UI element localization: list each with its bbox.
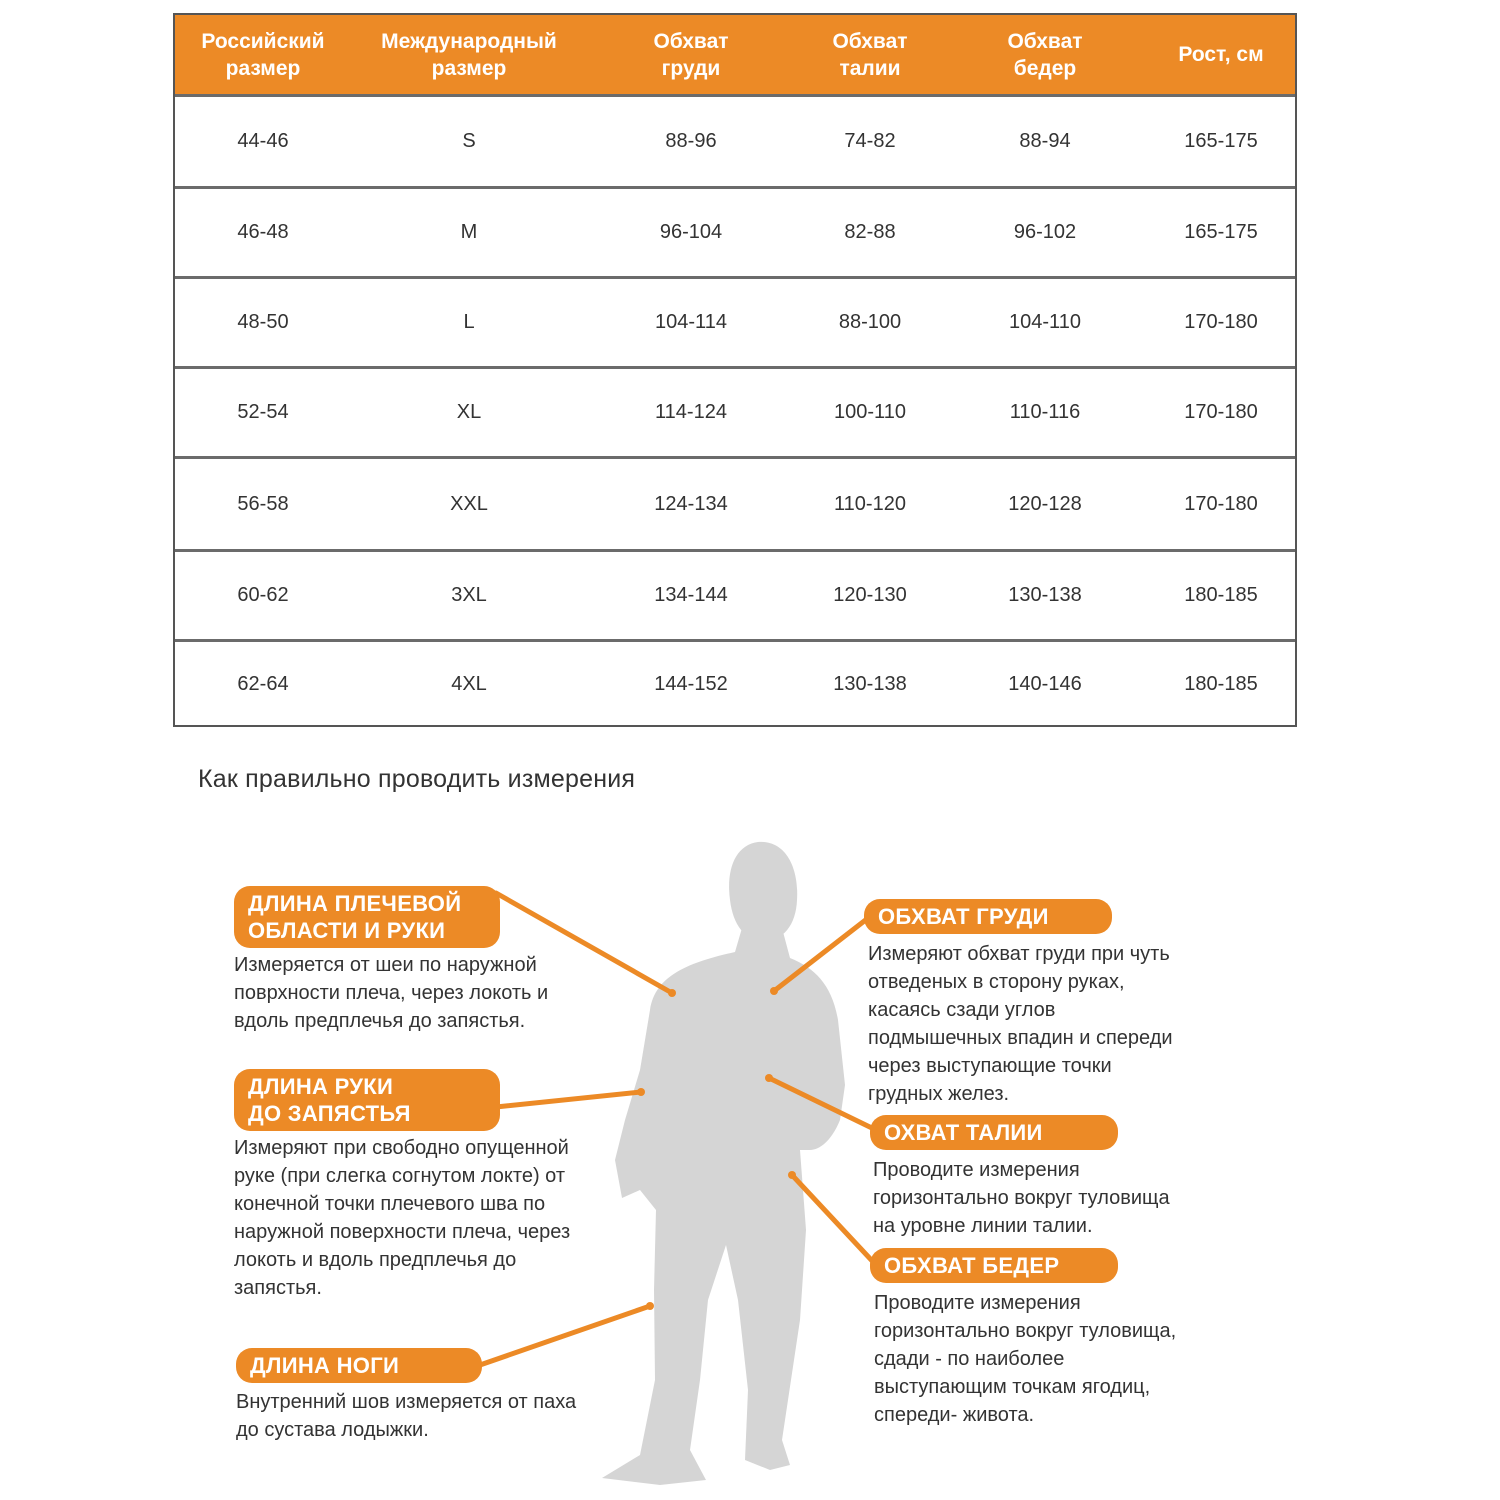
- header-hips: Обхват бедер: [1007, 29, 1083, 80]
- cell-chest: 124-134: [654, 492, 728, 515]
- cell-russian-size: 44-46: [237, 130, 289, 152]
- hips-point: [788, 1171, 796, 1179]
- cell-russian-size: 52-54: [237, 401, 289, 423]
- cell-chest: 88-96: [665, 130, 717, 152]
- leg-description: Внутренний шов измеряется от паха до сустава лодыжки.: [236, 1391, 577, 1441]
- cell-chest: 96-104: [659, 221, 723, 243]
- chest-label: ОБХВАТ ГРУДИ: [864, 899, 1112, 934]
- header-russian-size: Российский размер: [201, 29, 325, 80]
- cell-height: 170-180: [1184, 401, 1258, 423]
- cell-hips: 120-128: [1008, 492, 1082, 515]
- cell-waist: 88-100: [838, 311, 902, 333]
- waist-point: [765, 1074, 773, 1082]
- hips-label: ОБХВАТ БЕДЕР: [870, 1248, 1118, 1283]
- waist-description: Проводите измерения горизонтально вокруг туловища на уровне линии талии.: [873, 1159, 1170, 1237]
- cell-hips: 104-110: [1009, 311, 1081, 333]
- cell-chest: 134-144: [654, 584, 728, 606]
- cell-russian-size: 60-62: [237, 584, 289, 606]
- cell-chest: 114-124: [655, 401, 727, 423]
- cell-waist: 130-138: [833, 673, 907, 695]
- cell-international-size: 3XL: [451, 584, 487, 606]
- cell-waist: 110-120: [834, 492, 906, 515]
- cell-waist: 100-110: [834, 401, 906, 423]
- cell-international-size: L: [463, 311, 475, 333]
- arm-wrist-leader: [496, 1092, 641, 1107]
- cell-international-size: XXL: [450, 492, 488, 515]
- cell-international-size: M: [460, 221, 478, 243]
- cell-international-size: S: [462, 130, 476, 152]
- cell-international-size: XL: [456, 401, 482, 423]
- cell-waist: 74-82: [844, 130, 896, 152]
- header-international-size: Международный размер: [381, 29, 557, 80]
- cell-chest: 144-152: [654, 673, 728, 695]
- cell-height: 180-185: [1184, 584, 1258, 606]
- cell-waist: 82-88: [844, 221, 896, 243]
- cell-chest: 104-114: [655, 311, 727, 333]
- cell-russian-size: 62-64: [237, 673, 289, 695]
- cell-height: 170-180: [1184, 492, 1258, 515]
- leg-label: ДЛИНА НОГИ: [236, 1348, 482, 1383]
- cell-hips: 130-138: [1008, 584, 1082, 606]
- section-title: Как правильно проводить измерения: [198, 765, 636, 793]
- cell-hips: 88-94: [1019, 130, 1071, 152]
- header-height: Рост, см: [1178, 43, 1264, 66]
- cell-waist: 120-130: [833, 584, 907, 606]
- chest-point: [770, 987, 778, 995]
- arm-wrist-point: [637, 1088, 645, 1096]
- arm-wrist-label: ДЛИНА РУКИ ДО ЗАПЯСТЬЯ: [234, 1069, 500, 1131]
- leg-leader: [480, 1306, 650, 1365]
- cell-hips: 140-146: [1008, 673, 1082, 695]
- header-chest: Обхват груди: [653, 29, 729, 80]
- leg-point: [646, 1302, 654, 1310]
- cell-height: 180-185: [1184, 673, 1258, 695]
- hips-description: Проводите измерения горизонтально вокруг туловища, сдади - по наиболее выступающим точкам ягодиц, спереди- живота.: [874, 1292, 1177, 1426]
- cell-height: 165-175: [1184, 221, 1258, 243]
- header-waist: Обхват талии: [832, 29, 908, 80]
- shoulder-arm-label: ДЛИНА ПЛЕЧЕВОЙ ОБЛАСТИ И РУКИ: [234, 886, 500, 948]
- cell-international-size: 4XL: [451, 673, 487, 695]
- human-figure: [602, 842, 845, 1485]
- arm-wrist-description: Измеряют при свободно опущенной руке (при слегка согнутом локте) от конечной точки плечевого шва по наружной поверхности плеча, через локоть и вдоль предплечья до запястья.: [234, 1137, 571, 1299]
- cell-height: 165-175: [1184, 130, 1258, 152]
- chest-description: Измеряют обхват груди при чуть отведеных в сторону руках, касаясь сзади углов подмышечных впадин и спереди через выступающие точки грудных желез.: [868, 943, 1173, 1105]
- cell-russian-size: 48-50: [237, 311, 289, 333]
- shoulder-arm-description: Измеряется от шеи по наружной поврхности плеча, через локоть и вдоль предплечья до запястья.: [234, 954, 549, 1032]
- cell-russian-size: 46-48: [237, 221, 289, 243]
- shoulder-arm-point: [668, 989, 676, 997]
- cell-russian-size: 56-58: [237, 492, 289, 515]
- waist-label: ОХВАТ ТАЛИИ: [870, 1115, 1118, 1150]
- cell-height: 170-180: [1184, 311, 1258, 333]
- cell-hips: 96-102: [1013, 221, 1077, 243]
- cell-hips: 110-116: [1009, 401, 1081, 423]
